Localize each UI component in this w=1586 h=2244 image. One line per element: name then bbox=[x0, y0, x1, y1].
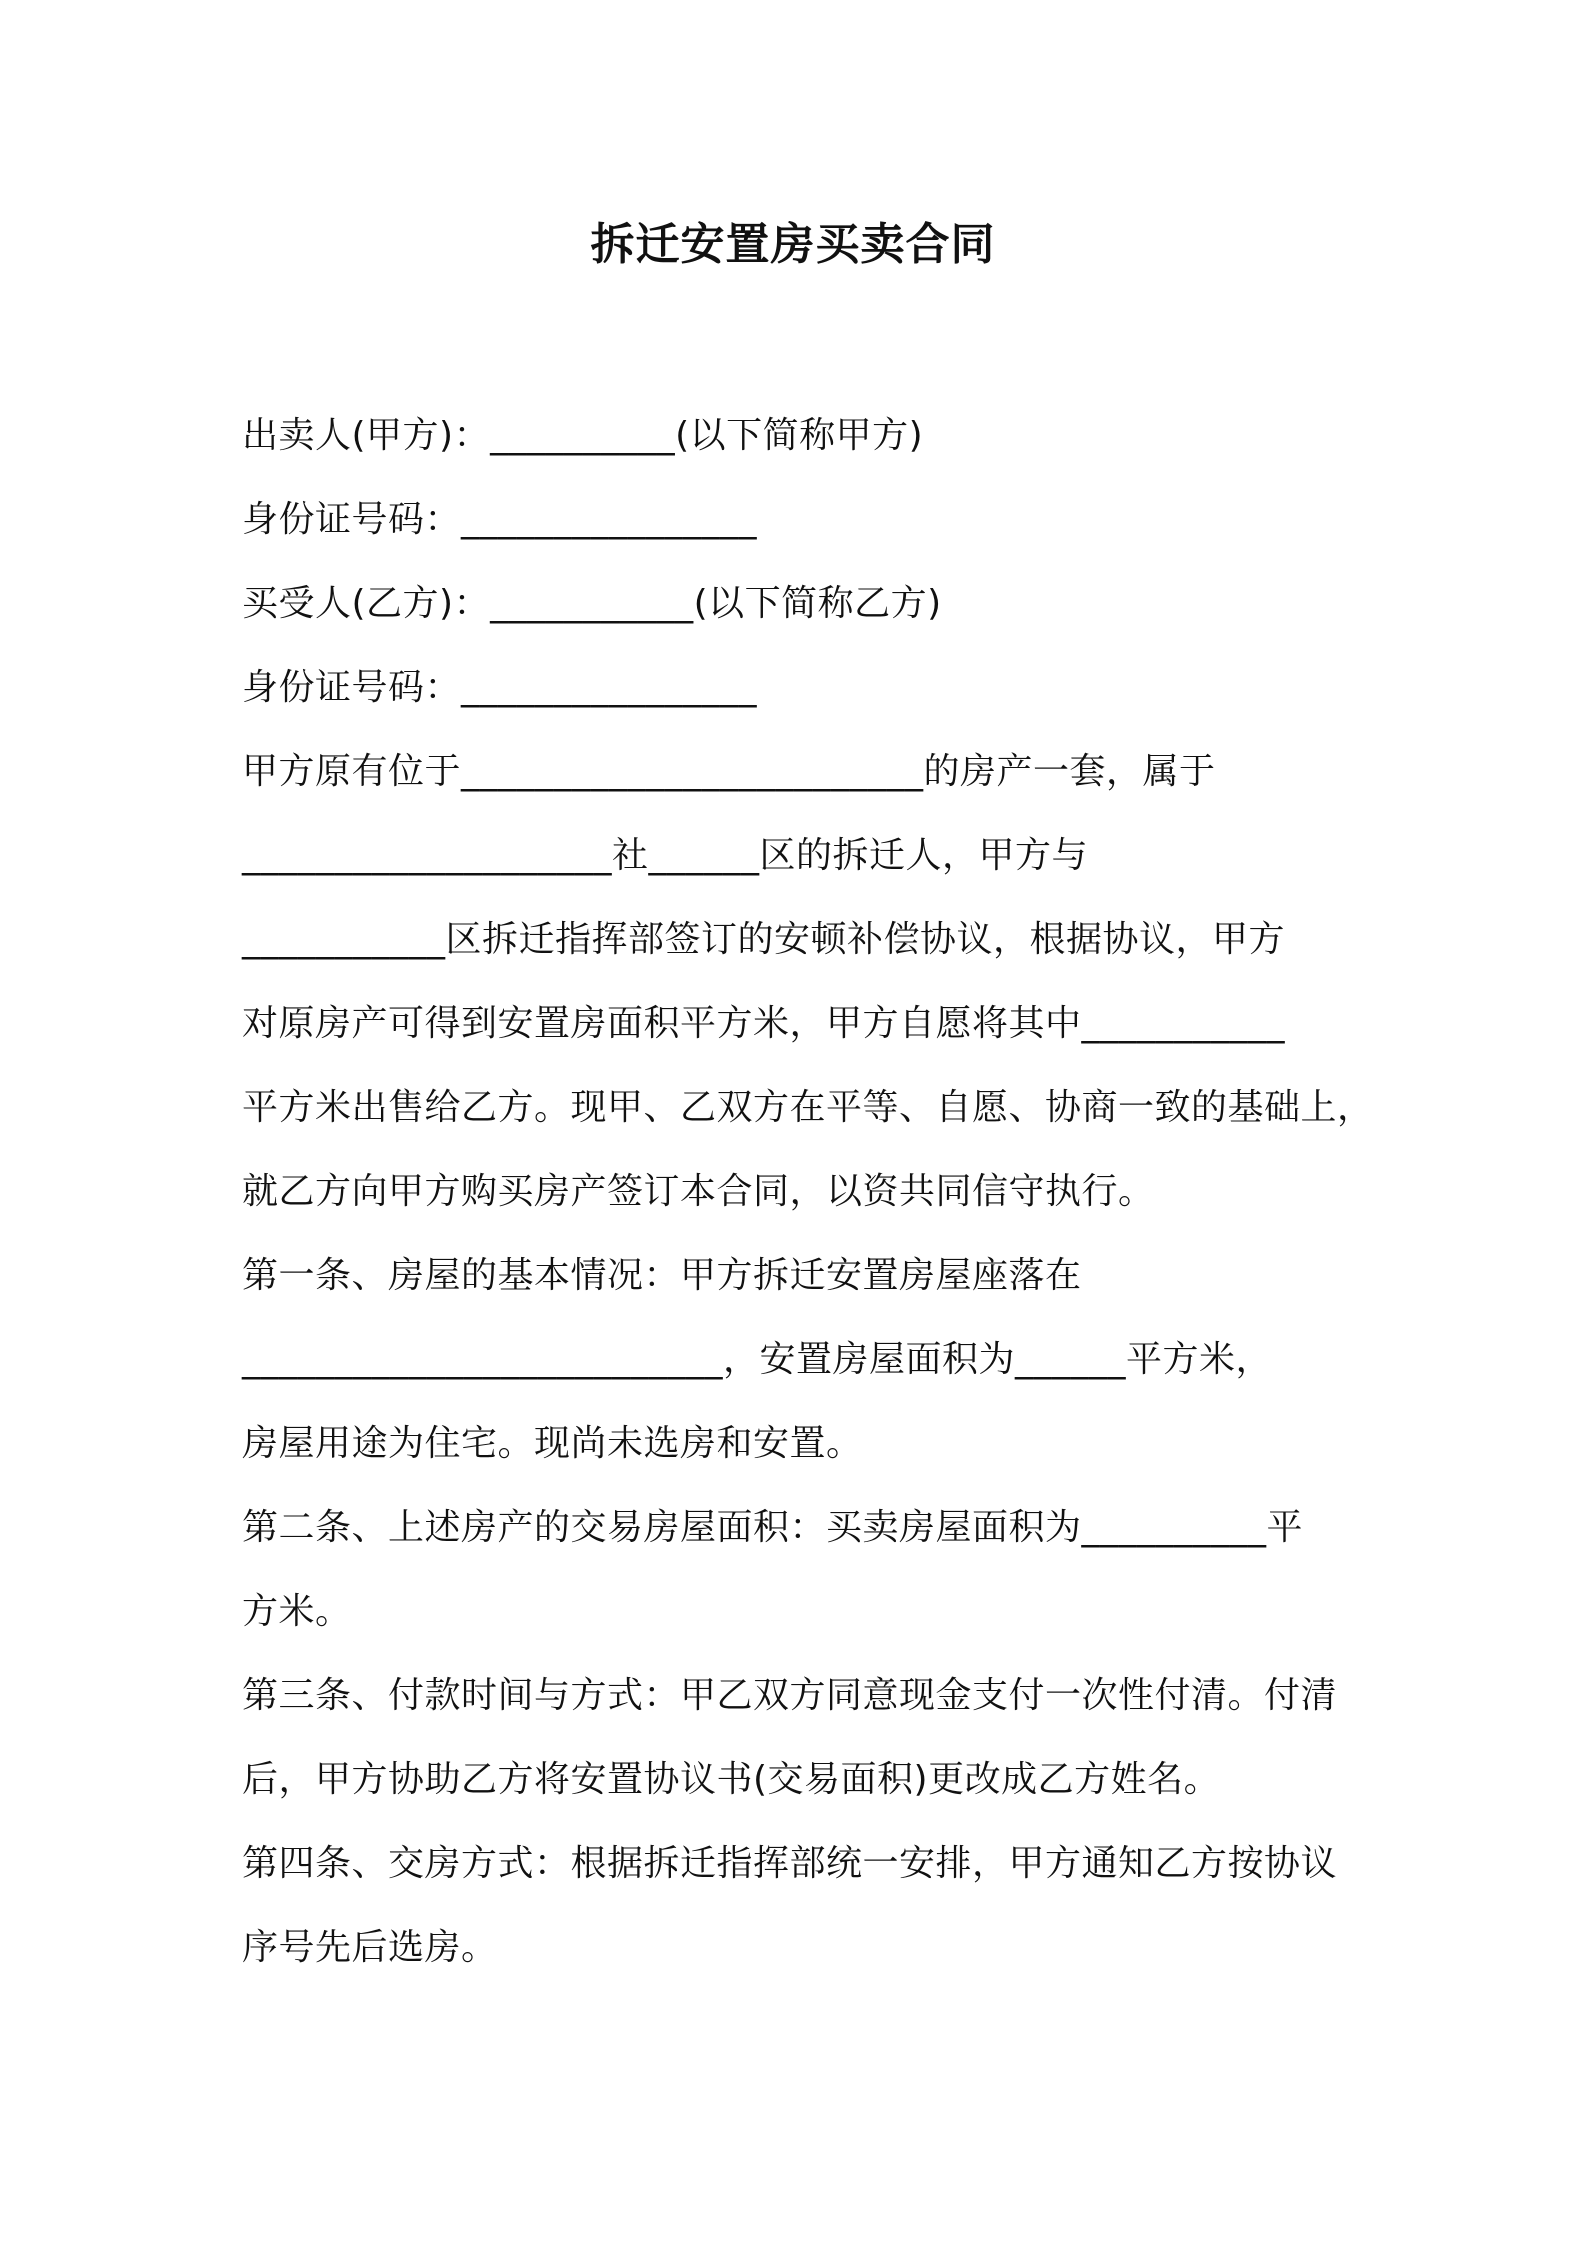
buyer-line: 买受人(乙方)：___________(以下简称乙方) bbox=[242, 583, 942, 624]
paragraph-line: 平方米出售给乙方。现甲、乙双方在平等、自愿、协商一致的基础上， bbox=[242, 1087, 1374, 1128]
paragraph-line: 甲方原有位于_________________________的房产一套，属于 bbox=[242, 751, 1216, 792]
document-title: 拆迁安置房买卖合同 bbox=[590, 219, 996, 270]
article-3-line: 第三条、付款时间与方式：甲乙双方同意现金支付一次性付清。付清 bbox=[242, 1675, 1338, 1716]
buyer-id-line: 身份证号码：________________ bbox=[242, 667, 758, 708]
paragraph-line: ____________________社______区的拆迁人，甲方与 bbox=[242, 835, 1089, 876]
article-1-line: __________________________，安置房屋面积为______平方米， bbox=[242, 1339, 1273, 1380]
paragraph-line: 对原房产可得到安置房面积平方米，甲方自愿将其中___________ bbox=[242, 1003, 1286, 1044]
article-2-line: 方米。 bbox=[242, 1591, 352, 1632]
article-1-line: 第一条、房屋的基本情况：甲方拆迁安置房屋座落在 bbox=[242, 1255, 1082, 1296]
article-3-line: 后，甲方协助乙方将安置协议书(交易面积)更改成乙方姓名。 bbox=[242, 1759, 1221, 1800]
paragraph-line: 就乙方向甲方购买房产签订本合同，以资共同信守执行。 bbox=[242, 1171, 1155, 1212]
paragraph-line: ___________区拆迁指挥部签订的安顿补偿协议，根据协议，甲方 bbox=[242, 919, 1286, 960]
seller-line: 出卖人(甲方)：__________(以下简称甲方) bbox=[242, 415, 924, 456]
article-4-line: 序号先后选房。 bbox=[242, 1927, 498, 1968]
seller-id-line: 身份证号码：________________ bbox=[242, 499, 758, 540]
article-2-line: 第二条、上述房产的交易房屋面积：买卖房屋面积为__________平 bbox=[242, 1507, 1304, 1548]
article-1-line: 房屋用途为住宅。现尚未选房和安置。 bbox=[242, 1423, 863, 1464]
article-4-line: 第四条、交房方式：根据拆迁指挥部统一安排，甲方通知乙方按协议 bbox=[242, 1843, 1338, 1884]
